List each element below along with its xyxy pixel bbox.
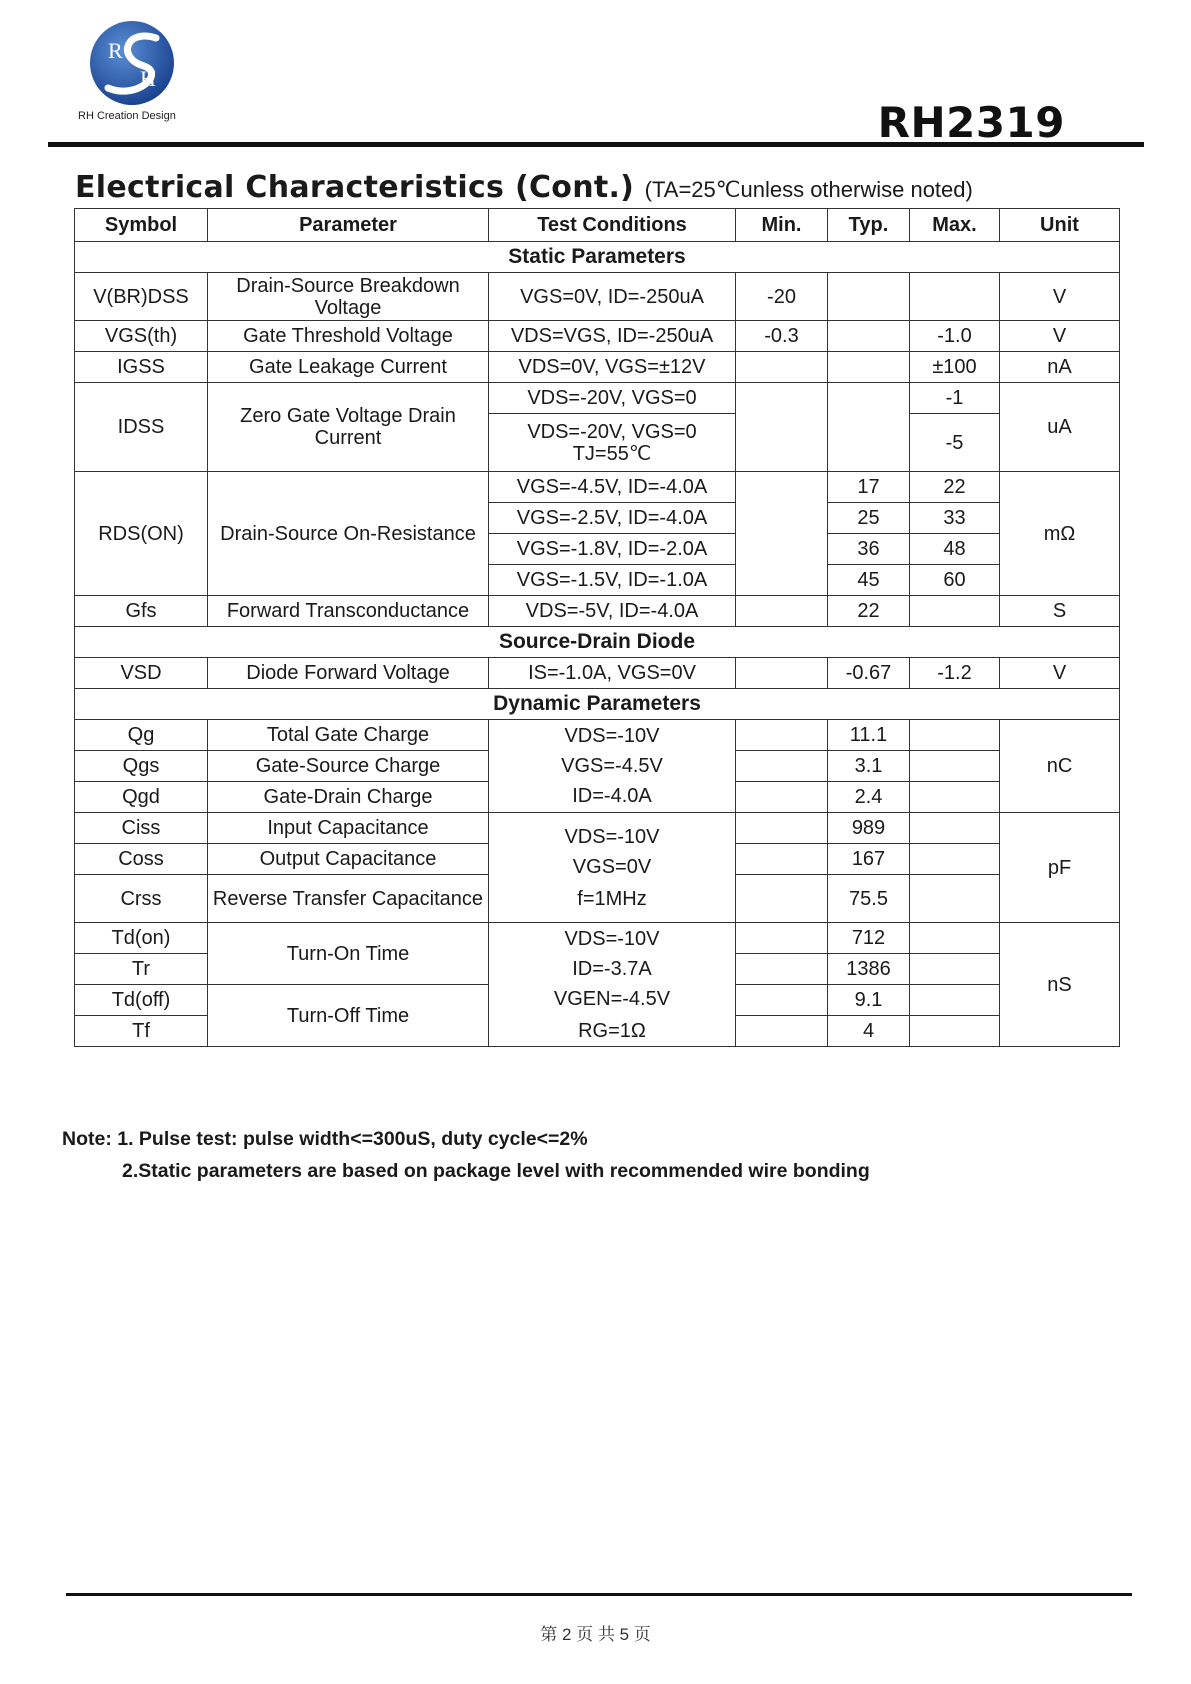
condition-cell	[489, 414, 736, 472]
parameter-cell: Drain-Source Breakdown Voltage	[208, 273, 489, 321]
table-row	[75, 352, 1120, 383]
unit-cell: V	[1000, 321, 1120, 352]
unit-cell: uA	[1000, 383, 1120, 472]
condition-cell: VDS=VGS, ID=-250uA	[489, 321, 736, 352]
group-label: Dynamic Parameters	[75, 689, 1120, 720]
symbol-cell: Qgs	[75, 751, 208, 782]
max-cell	[910, 720, 1000, 751]
typ-cell: 1386	[828, 954, 910, 985]
typ-cell	[828, 383, 910, 472]
condition-cell	[489, 813, 736, 923]
table-row	[75, 273, 1120, 321]
symbol-cell: VGS(th)	[75, 321, 208, 352]
table-row	[75, 321, 1120, 352]
company-logo	[78, 18, 198, 122]
typ-cell: 989	[828, 813, 910, 844]
condition-line: ID=-3.7A	[572, 957, 652, 980]
part-number: RH2319	[877, 98, 1065, 147]
max-cell: -1.2	[910, 658, 1000, 689]
rh-logo-icon	[86, 18, 178, 108]
condition-cell: VDS=0V, VGS=±12V	[489, 352, 736, 383]
max-cell	[910, 875, 1000, 923]
typ-cell: 11.1	[828, 720, 910, 751]
typ-cell: 17	[828, 472, 910, 503]
typ-cell: -0.67	[828, 658, 910, 689]
condition-cell: VDS=-5V, ID=-4.0A	[489, 596, 736, 627]
min-cell	[736, 596, 828, 627]
unit-cell: nA	[1000, 352, 1120, 383]
note-line: 2.Static parameters are based on package level with recommended wire bonding	[122, 1160, 870, 1182]
max-cell	[910, 954, 1000, 985]
parameter-cell: Forward Transconductance	[208, 596, 489, 627]
min-cell	[736, 954, 828, 985]
section-heading	[75, 170, 973, 205]
group-label: Source-Drain Diode	[75, 627, 1120, 658]
symbol-cell: Crss	[75, 875, 208, 923]
group-row-source-drain	[75, 627, 1120, 658]
typ-cell	[828, 352, 910, 383]
table-row	[75, 813, 1120, 844]
section-condition: (TA=25℃unless otherwise noted)	[644, 177, 973, 202]
condition-line: TJ=55℃	[572, 442, 652, 465]
condition-line: VDS=-10V	[564, 825, 660, 848]
typ-cell: 3.1	[828, 751, 910, 782]
min-cell: -0.3	[736, 321, 828, 352]
col-header-conditions: Test Conditions	[489, 209, 736, 242]
parameter-cell: Zero Gate Voltage Drain Current	[208, 383, 489, 472]
unit-cell: V	[1000, 273, 1120, 321]
col-header-unit: Unit	[1000, 209, 1120, 242]
parameter-cell: Turn-Off Time	[208, 985, 489, 1047]
parameter-cell: Gate Leakage Current	[208, 352, 489, 383]
min-cell: -20	[736, 273, 828, 321]
max-cell: 60	[910, 565, 1000, 596]
table-row	[75, 596, 1120, 627]
typ-cell: 25	[828, 503, 910, 534]
unit-cell: pF	[1000, 813, 1120, 923]
symbol-cell: Gfs	[75, 596, 208, 627]
symbol-cell: IDSS	[75, 383, 208, 472]
symbol-cell: Tr	[75, 954, 208, 985]
typ-cell: 22	[828, 596, 910, 627]
min-cell	[736, 751, 828, 782]
condition-cell: VGS=-1.8V, ID=-2.0A	[489, 534, 736, 565]
typ-cell: 9.1	[828, 985, 910, 1016]
notes-block	[62, 1123, 870, 1187]
max-cell	[910, 813, 1000, 844]
typ-cell: 4	[828, 1016, 910, 1047]
parameter-cell: Diode Forward Voltage	[208, 658, 489, 689]
logo-caption: RH Creation Design	[78, 110, 176, 122]
group-label: Static Parameters	[75, 242, 1120, 273]
min-cell	[736, 720, 828, 751]
section-title: Electrical Characteristics (Cont.)	[75, 170, 635, 205]
condition-cell: VDS=-20V, VGS=0	[489, 383, 736, 414]
condition-line: VDS=-10V	[564, 725, 660, 747]
condition-line: VDS=-20V, VGS=0	[527, 420, 697, 443]
symbol-cell: Coss	[75, 844, 208, 875]
col-header-max: Max.	[910, 209, 1000, 242]
typ-cell: 2.4	[828, 782, 910, 813]
symbol-cell: Ciss	[75, 813, 208, 844]
col-header-typ: Typ.	[828, 209, 910, 242]
condition-cell: IS=-1.0A, VGS=0V	[489, 658, 736, 689]
min-cell	[736, 352, 828, 383]
parameter-cell: Gate Threshold Voltage	[208, 321, 489, 352]
typ-cell: 75.5	[828, 875, 910, 923]
typ-cell: 712	[828, 923, 910, 954]
note-line: Note: 1. Pulse test: pulse width<=300uS, duty cycle<=2%	[62, 1128, 588, 1150]
symbol-cell: IGSS	[75, 352, 208, 383]
unit-cell: mΩ	[1000, 472, 1120, 596]
unit-cell: V	[1000, 658, 1120, 689]
col-header-parameter: Parameter	[208, 209, 489, 242]
parameter-cell: Drain-Source On-Resistance	[208, 472, 489, 596]
min-cell	[736, 1016, 828, 1047]
min-cell	[736, 923, 828, 954]
header-rule	[48, 142, 1144, 147]
parameter-cell: Input Capacitance	[208, 813, 489, 844]
symbol-cell: Qgd	[75, 782, 208, 813]
max-cell	[910, 782, 1000, 813]
min-cell	[736, 658, 828, 689]
max-cell	[910, 985, 1000, 1016]
parameter-cell: Gate-Drain Charge	[208, 782, 489, 813]
max-cell	[910, 923, 1000, 954]
max-cell: -1	[910, 383, 1000, 414]
unit-cell: S	[1000, 596, 1120, 627]
symbol-cell: VSD	[75, 658, 208, 689]
condition-line: ID=-4.0A	[572, 785, 652, 807]
max-cell	[910, 1016, 1000, 1047]
max-cell: 48	[910, 534, 1000, 565]
parameter-cell: Reverse Transfer Capacitance	[208, 875, 489, 923]
min-cell	[736, 472, 828, 596]
max-cell: -5	[910, 414, 1000, 472]
condition-cell: VGS=-2.5V, ID=-4.0A	[489, 503, 736, 534]
condition-line: VGS=0V	[572, 855, 652, 878]
symbol-cell: Qg	[75, 720, 208, 751]
symbol-cell: V(BR)DSS	[75, 273, 208, 321]
max-cell	[910, 844, 1000, 875]
condition-line: VDS=-10V	[564, 927, 660, 950]
max-cell: ±100	[910, 352, 1000, 383]
max-cell: 22	[910, 472, 1000, 503]
max-cell: 33	[910, 503, 1000, 534]
unit-cell: nC	[1000, 720, 1120, 813]
symbol-cell: Td(on)	[75, 923, 208, 954]
table-row	[75, 720, 1120, 751]
min-cell	[736, 875, 828, 923]
col-header-min: Min.	[736, 209, 828, 242]
max-cell	[910, 273, 1000, 321]
min-cell	[736, 844, 828, 875]
min-cell	[736, 985, 828, 1016]
condition-line: VGS=-4.5V	[561, 755, 663, 777]
parameter-cell: Gate-Source Charge	[208, 751, 489, 782]
unit-cell: nS	[1000, 923, 1120, 1047]
max-cell	[910, 751, 1000, 782]
page-number: 第 2 页 共 5 页	[540, 1625, 651, 1644]
condition-cell: VGS=0V, ID=-250uA	[489, 273, 736, 321]
min-cell	[736, 813, 828, 844]
max-cell	[910, 596, 1000, 627]
symbol-cell: Tf	[75, 1016, 208, 1047]
min-cell	[736, 782, 828, 813]
condition-cell	[489, 923, 736, 1047]
typ-cell	[828, 273, 910, 321]
condition-line: VGEN=-4.5V	[553, 987, 671, 1010]
condition-cell: VGS=-4.5V, ID=-4.0A	[489, 472, 736, 503]
group-row-static	[75, 242, 1120, 273]
group-row-dynamic	[75, 689, 1120, 720]
table-row	[75, 658, 1120, 689]
parameter-cell: Total Gate Charge	[208, 720, 489, 751]
col-header-symbol: Symbol	[75, 209, 208, 242]
svg-text:R: R	[108, 38, 123, 63]
table-row	[75, 923, 1120, 954]
table-row	[75, 472, 1120, 503]
condition-line: RG=1Ω	[578, 1019, 646, 1042]
symbol-cell: RDS(ON)	[75, 472, 208, 596]
symbol-cell: Td(off)	[75, 985, 208, 1016]
condition-cell: VGS=-1.5V, ID=-1.0A	[489, 565, 736, 596]
condition-line: f=1MHz	[577, 887, 647, 910]
condition-cell	[489, 720, 736, 813]
typ-cell: 167	[828, 844, 910, 875]
typ-cell: 36	[828, 534, 910, 565]
parameter-cell: Turn-On Time	[208, 923, 489, 985]
footer-rule	[66, 1593, 1132, 1596]
parameter-cell: Output Capacitance	[208, 844, 489, 875]
table-row	[75, 383, 1120, 414]
table-header-row	[75, 209, 1120, 242]
typ-cell: 45	[828, 565, 910, 596]
electrical-characteristics-table	[74, 208, 1120, 1047]
max-cell: -1.0	[910, 321, 1000, 352]
svg-text:H: H	[140, 66, 156, 91]
typ-cell	[828, 321, 910, 352]
min-cell	[736, 383, 828, 472]
